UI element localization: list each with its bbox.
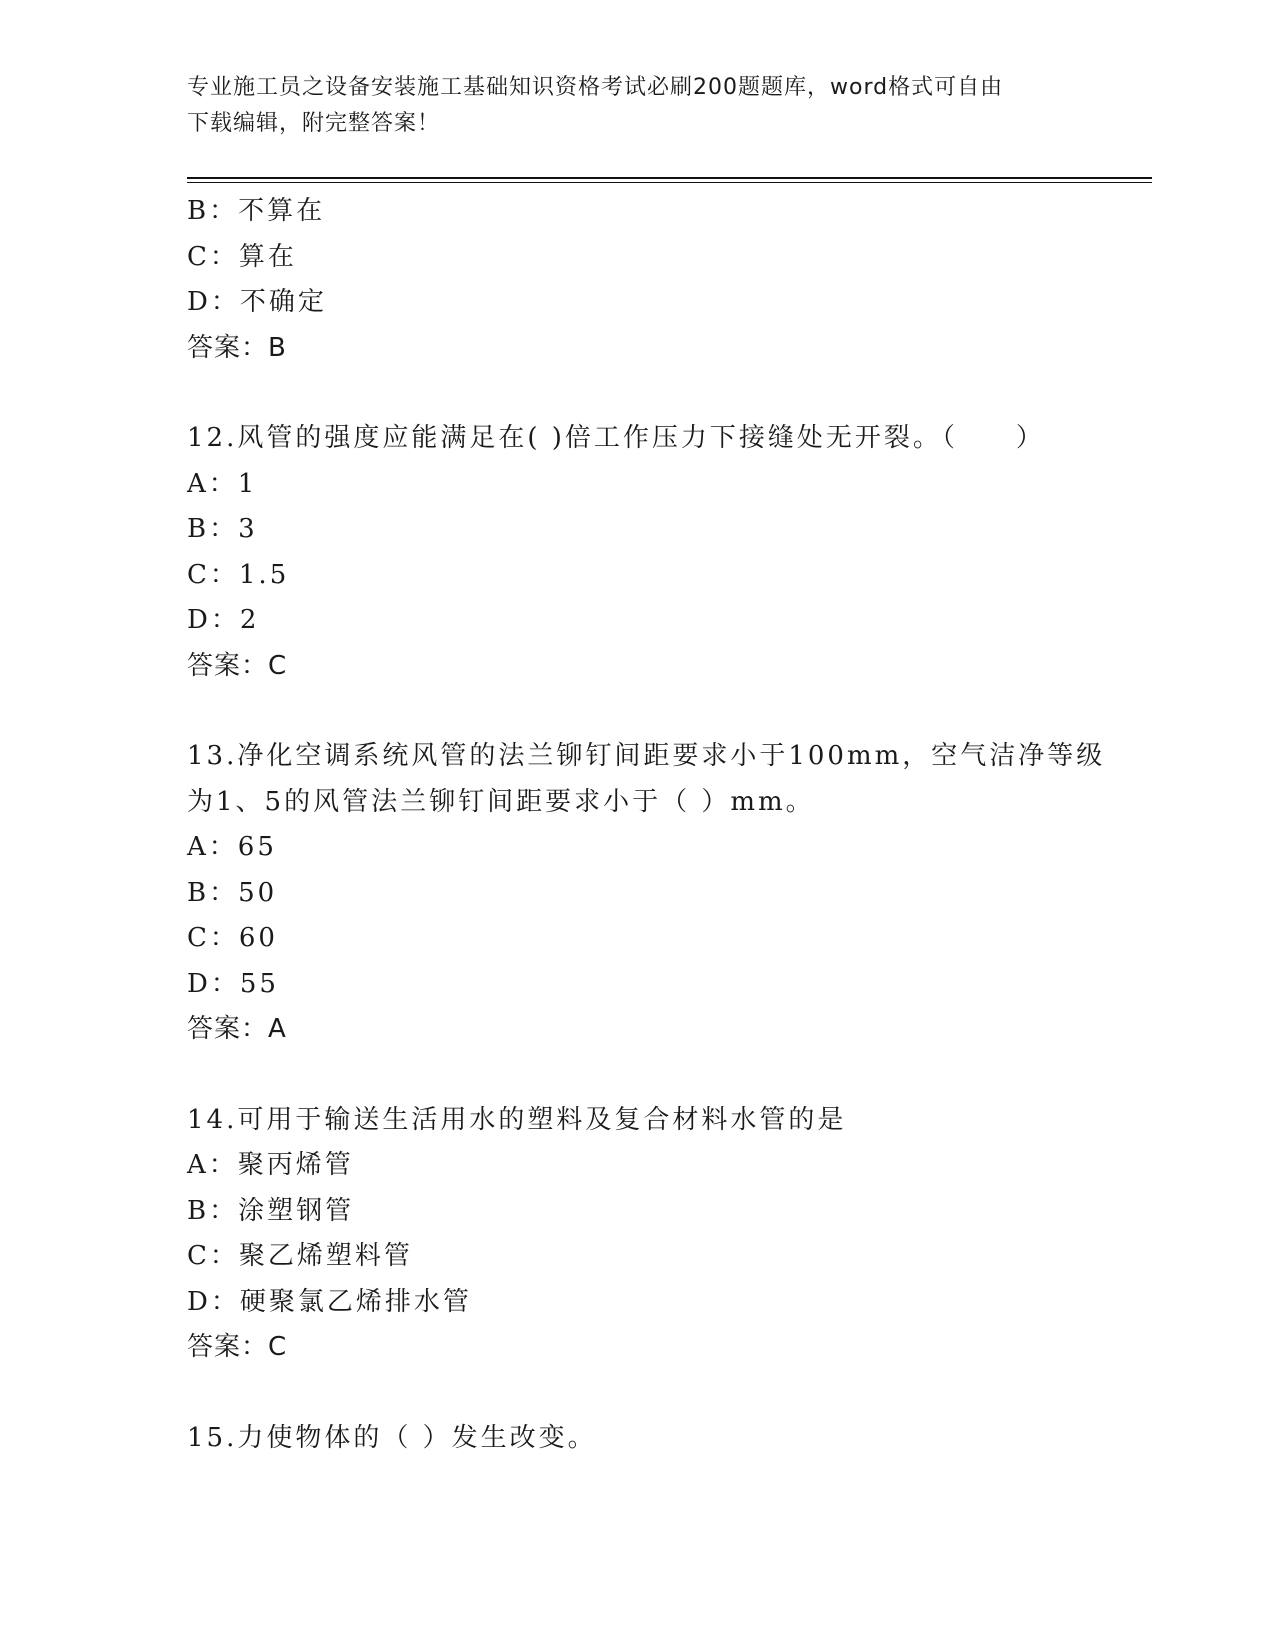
answer-line: 答案：A [187, 1014, 287, 1044]
option-d: D：2 [187, 605, 260, 635]
option-d: D：不确定 [187, 287, 327, 317]
header-line-2: 下载编辑，附完整答案！ [187, 111, 441, 136]
header-divider-thick [187, 177, 1152, 179]
question-13 [187, 734, 1106, 1053]
option-b: B：涂塑钢管 [187, 1195, 355, 1226]
question-text-line-2: 为1、5的风管法兰铆钉间距要求小于（ ）mm。 [187, 786, 815, 817]
option-b: B：50 [187, 877, 278, 908]
option-a: A：聚丙烯管 [187, 1150, 354, 1180]
document-header [187, 70, 1087, 142]
answer-line: 答案：C [187, 650, 288, 681]
answer-line: 答案：B [187, 332, 287, 363]
option-c: C：算在 [187, 241, 297, 272]
answer-line: 答案：C [187, 1332, 288, 1362]
header-divider-thin [187, 182, 1152, 183]
header-line-1: 专业施工员之设备安装施工基础知识资格考试必刷200题题库，word格式可自由 [187, 75, 1004, 100]
question-11-continued [187, 189, 1087, 371]
option-b: B：3 [187, 514, 258, 544]
option-a: A：1 [187, 468, 258, 499]
option-b: B：不算在 [187, 196, 326, 226]
question-text-line-1: 13.净化空调系统风管的法兰铆钉间距要求小于100mm，空气洁净等级 [187, 741, 1106, 771]
option-c: C：1.5 [187, 559, 290, 590]
question-list [187, 189, 1106, 1461]
option-c: C：聚乙烯塑料管 [187, 1241, 413, 1271]
question-12 [187, 416, 1087, 689]
option-d: D：硬聚氯乙烯排水管 [187, 1286, 472, 1317]
option-a: A：65 [187, 832, 277, 862]
option-d: D：55 [187, 968, 279, 999]
question-15 [187, 1416, 1087, 1462]
option-c: C：60 [187, 923, 278, 953]
question-text: 12.风管的强度应能满足在( )倍工作压力下接缝处无开裂。（ ） [187, 423, 1045, 453]
question-text: 14.可用于输送生活用水的塑料及复合材料水管的是 [187, 1104, 847, 1135]
question-text: 15.力使物体的（ ）发生改变。 [187, 1422, 597, 1453]
question-14 [187, 1098, 1087, 1371]
